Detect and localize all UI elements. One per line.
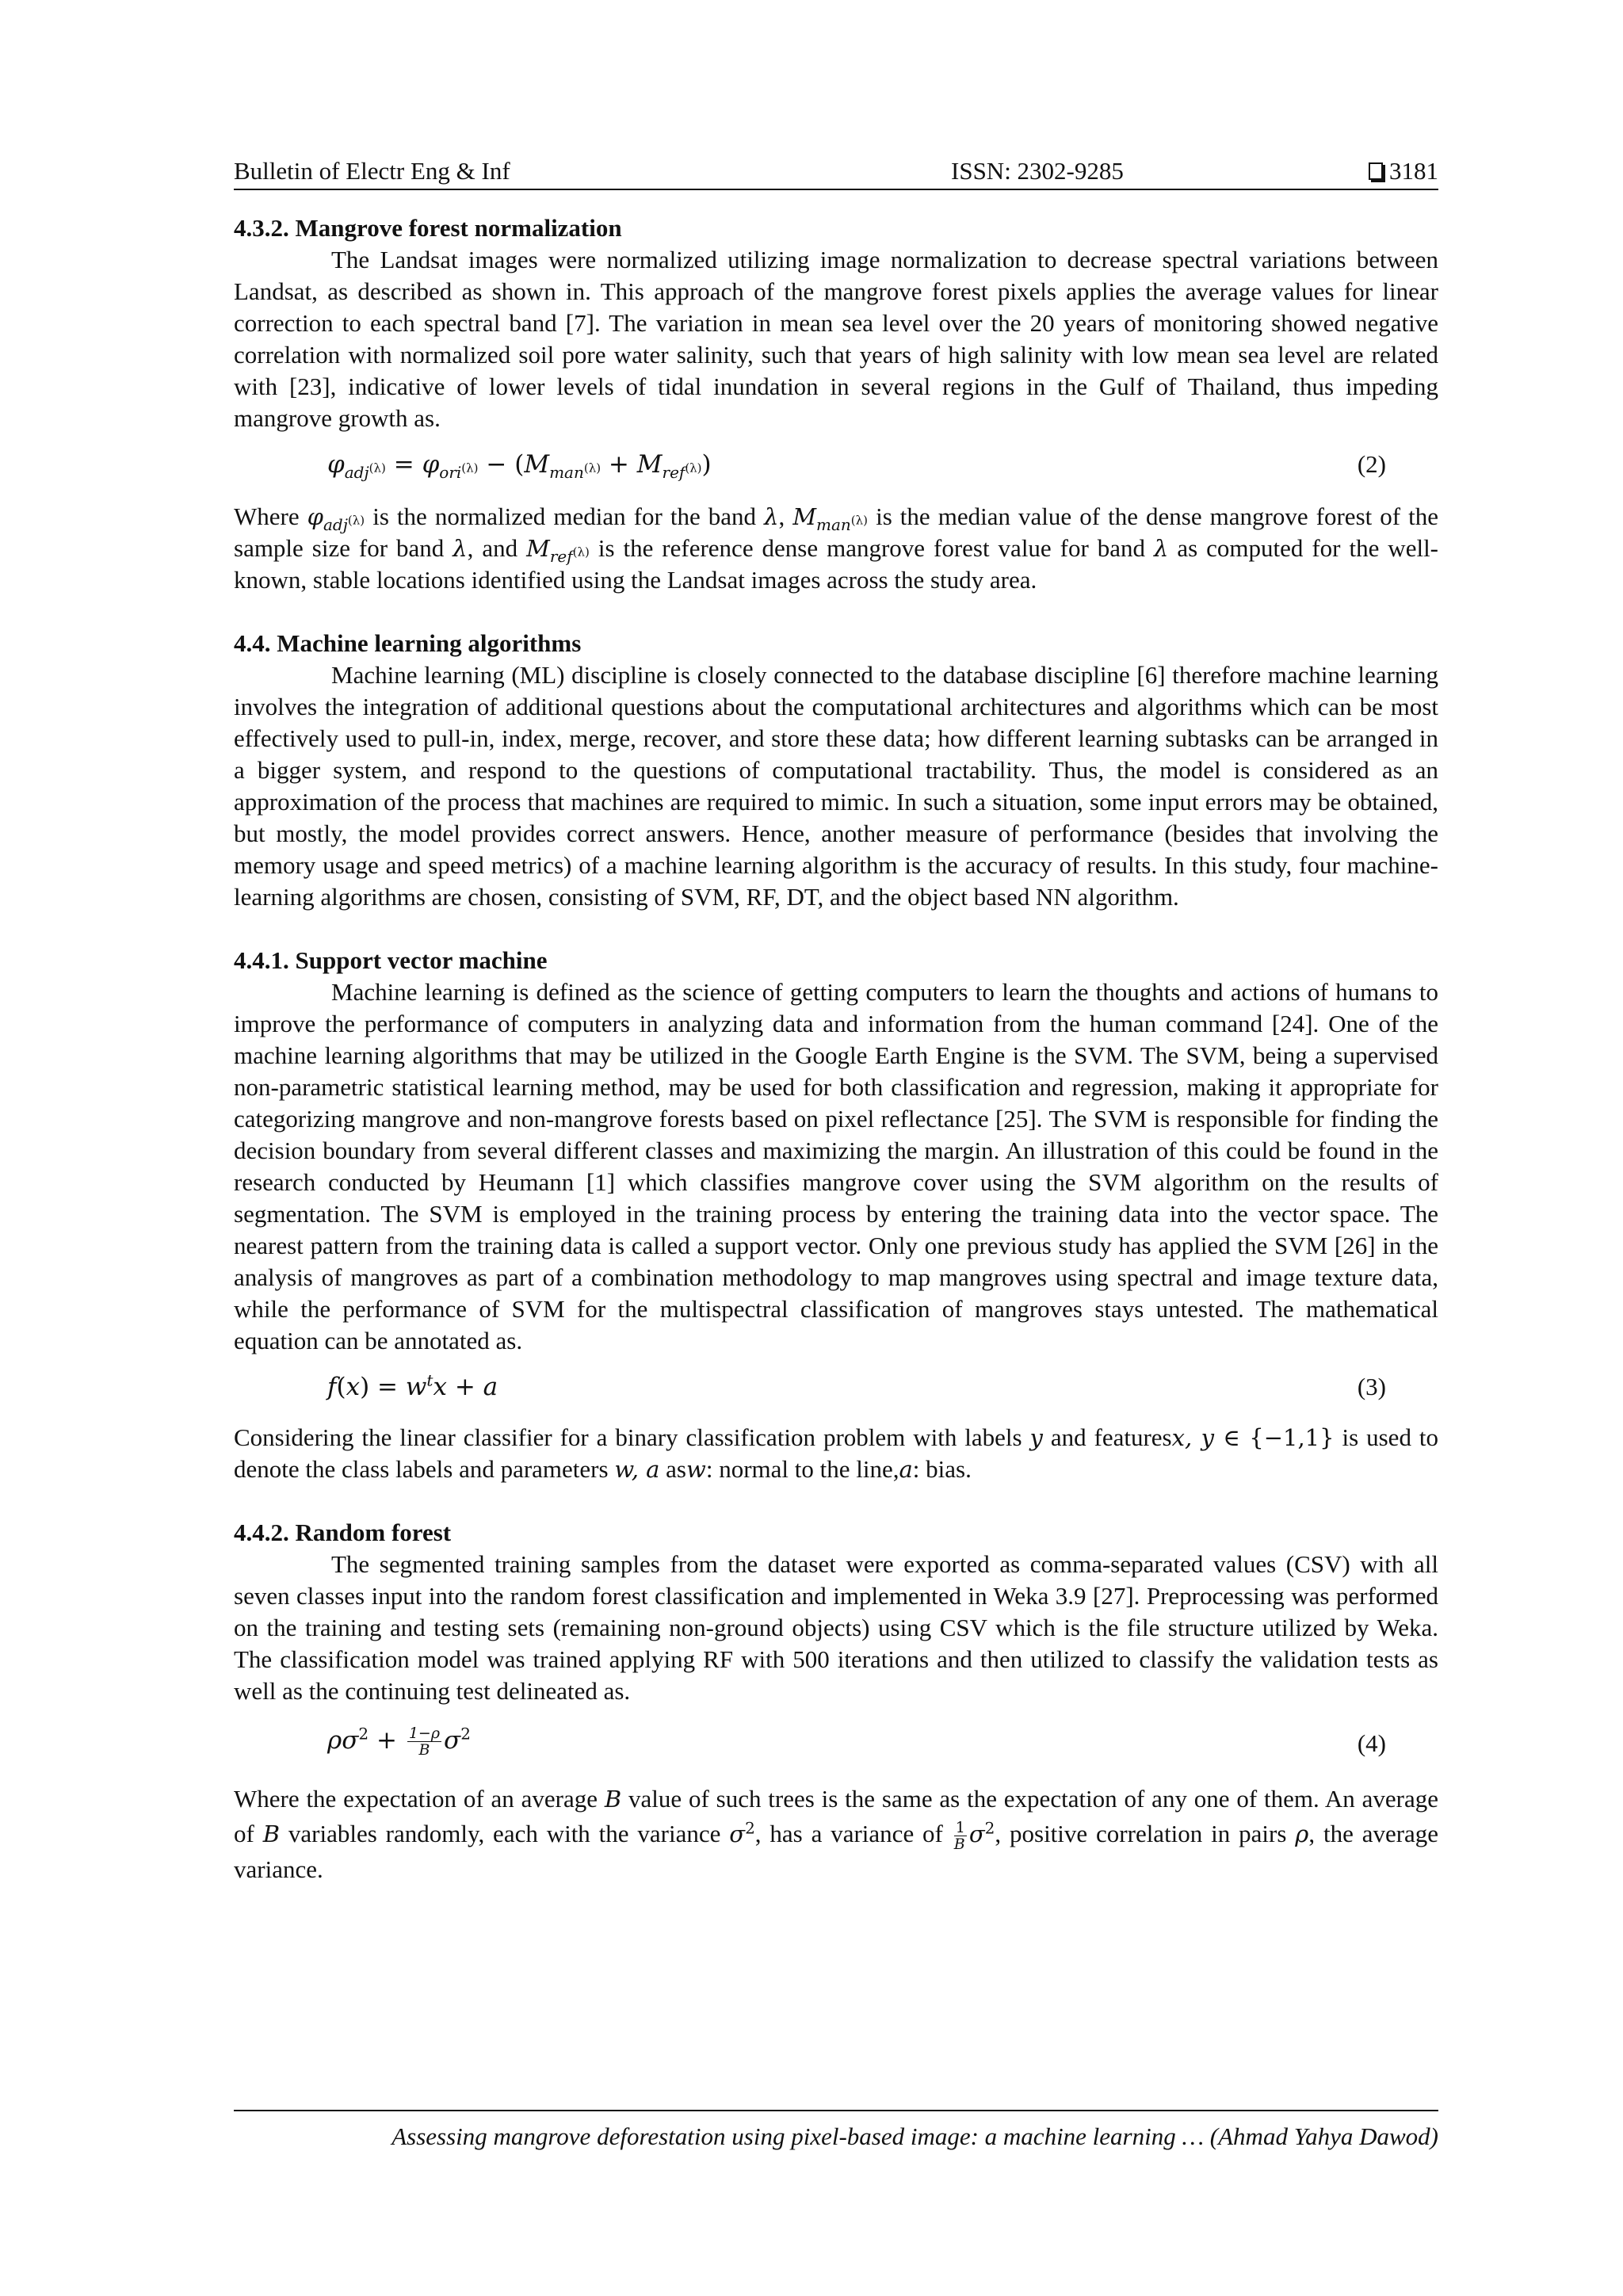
math-symbol: B bbox=[262, 1820, 281, 1847]
text-fragment: : bias. bbox=[912, 1455, 972, 1483]
text-fragment: Where bbox=[234, 502, 300, 530]
equation-4-formula: $\rho\sigma^2$ + $\frac{1-\rho}{B}$ $\sigma^2$ bbox=[327, 1724, 471, 1759]
section-heading-4-3-2: 4.3.2. Mangrove forest normalization bbox=[234, 214, 622, 242]
math-symbol: ρ bbox=[1295, 1820, 1309, 1847]
math-symbol: $\sigma^2$ bbox=[729, 1818, 755, 1847]
body-text bbox=[234, 212, 1438, 1887]
text-fragment: , positive correlation in pairs bbox=[995, 1820, 1287, 1847]
paragraph: Machine learning (ML) discipline is closely connected to the database discipline [6] therefore machine learning involves the integration of additional questions about the computational architectures and algorithms which can be most effectively used to pull-in, index, merge, recover, and store these data; how different learning subtasks can be arranged in a bigger system, and respond to the questions of computational tractability. Thus, the model is considered as an approximation of the process that machines are required to mimic. In such a situation, some input errors may be obtained, but mostly, the model provides correct answers. Hence, another measure of performance (besides that involving the memory usage and speed metrics) of a machine learning algorithm is the accuracy of results. In this study, four machine-learning algorithms are chosen, consisting of SVM, RF, DT, and the object based NN algorithm. bbox=[234, 661, 1438, 911]
paragraph: The segmented training samples from the dataset were exported as comma-separated values (CSV) with all seven classes input into the random forest classification and implemented in Weka 3.9 [27]. Preprocessing was performed on the training and testing sets (remaining non-ground objects) using CSV which is the file structure utilized by Weka. The classification model was trained applying RF with 500 iterations and then utilized to classify the validation tests as well as the continuing test delineated as. bbox=[234, 1550, 1438, 1705]
section-heading-4-4-1: 4.4.1. Support vector machine bbox=[234, 946, 548, 974]
math-symbol: λ bbox=[764, 503, 779, 530]
math-symbol: $M_{man^{(\lambda)}}$ bbox=[792, 503, 869, 534]
equation-2 bbox=[234, 434, 1438, 496]
text-fragment: is the median value of the dense mangrove forest of the sample size for band bbox=[234, 502, 1439, 562]
math-symbol: λ bbox=[453, 535, 468, 562]
header-rule bbox=[234, 189, 1438, 190]
equation-4 bbox=[234, 1707, 1438, 1777]
text-fragment: as computed for the well-known, stable locations identified using the Landsat images across the study area. bbox=[234, 534, 1439, 594]
text-fragment: as bbox=[666, 1455, 686, 1483]
math-symbol: y bbox=[1029, 1424, 1043, 1451]
math-symbol: w, a bbox=[614, 1456, 660, 1483]
text-fragment: is the reference dense mangrove forest value for band bbox=[598, 534, 1146, 562]
paragraph bbox=[234, 1422, 1438, 1485]
text-fragment: is the normalized median for the band bbox=[372, 502, 757, 530]
equation-number: (4) bbox=[1357, 1729, 1386, 1757]
section-heading-4-4: 4.4. Machine learning algorithms bbox=[234, 629, 582, 657]
text-fragment: , has a variance of bbox=[754, 1820, 943, 1847]
section-heading-4-4-2: 4.4.2. Random forest bbox=[234, 1519, 452, 1546]
box-icon bbox=[1369, 162, 1383, 180]
equation-3-formula: $f(x) = w^tx + a$ bbox=[327, 1370, 498, 1401]
paragraph: Machine learning is defined as the science of getting computers to learn the thoughts and actions of humans to improve the performance of computers in analyzing data and information from the human command [24]. One of the machine learning algorithms that may be utilized in the Google Earth Engine is the SVM. The SVM, being a supervised non-parametric statistical learning method, may be used for both classification and regression, making it appropriate for categorizing mangrove and non-mangrove forests based on pixel reflectance [25]. The SVM is responsible for finding the decision boundary from several different classes and maximizing the margin. An illustration of this could be found in the research conducted by Heumann [1] which classifies mangrove cover using the SVM algorithm on the results of segmentation. The SVM is employed in the training process by entering the training data into the vector space. The nearest pattern from the training data is called a support vector. Only one previous study has applied the SVM [26] in the analysis of mangroves as part of a combination methodology to map mangroves using spectral and image texture data, while the performance of SVM for the multispectral classification of mangroves stays untested. The mathematical equation can be annotated as. bbox=[234, 978, 1438, 1354]
text-fragment: Considering the linear classifier for a binary classification problem with labels bbox=[234, 1423, 1022, 1451]
paragraph bbox=[234, 1782, 1438, 1887]
paragraph: The Landsat images were normalized utilizing image normalization to decrease spectral variations between Landsat, as described as shown in. This approach of the mangrove forest pixels applies the average values for linear correction to each spectral band [7]. The variation in mean sea level over the 20 years of monitoring showed negative correlation with normalized soil pore water salinity, such that years of high salinity with low mean sea level are related with [23], indicative of lower levels of tidal inundation in several regions in the Gulf of Thailand, thus impeding mangrove growth as. bbox=[234, 246, 1438, 432]
journal-name: Bulletin of Electr Eng & Inf bbox=[234, 157, 510, 185]
equation-2-formula: $\varphi_{adj^{(\lambda)}} = \varphi_{ori^{(\lambda)}} - (M_{man^{(\lambda)}} + M_{ref^{(\lambda)}})$ bbox=[327, 450, 712, 483]
math-symbol: B bbox=[604, 1786, 622, 1813]
running-footer: Assessing mangrove deforestation using pixel-based image: a machine learning … (Ahmad Yahya Dawod) bbox=[391, 2122, 1438, 2150]
paragraph: Where $\varphi_{adj^{(\lambda)}}$ is the normalized median for the band λ, $M_{man^{(\lambda)}}$ is the median value of the dense mangrove forest of the sample size for band λ, and $M_{ref^{(\lambda)}}$ is the reference dense mangrove forest value for band λ as computed for the well-known, stable locations identified using the Landsat images across the study area. bbox=[234, 502, 1439, 594]
equation-3 bbox=[234, 1357, 1438, 1419]
math-symbol: $\frac{1}{B}$ $\sigma^2$ bbox=[953, 1818, 995, 1853]
text-fragment: : normal to the line, bbox=[705, 1455, 899, 1483]
issn: ISSN: 2302-9285 bbox=[951, 157, 1124, 185]
math-symbol: $\varphi_{adj^{(\lambda)}}$ bbox=[307, 503, 365, 534]
running-header bbox=[234, 155, 1438, 187]
math-symbol: x, y ∈ {−1,1} bbox=[1171, 1424, 1335, 1451]
text-fragment: , the average variance. bbox=[234, 1820, 1439, 1883]
page-number-group bbox=[1369, 155, 1438, 187]
text-fragment: is used to denote the class labels and parameters bbox=[234, 1423, 1438, 1483]
text-fragment: and features bbox=[1050, 1423, 1172, 1451]
text-fragment: variables randomly, each with the variance bbox=[288, 1820, 721, 1847]
math-symbol: a bbox=[899, 1456, 913, 1483]
footer-rule bbox=[234, 2110, 1438, 2111]
text-fragment: Where the expectation of an average bbox=[234, 1785, 598, 1813]
math-symbol: w bbox=[686, 1456, 706, 1483]
page-number: 3181 bbox=[1389, 157, 1438, 185]
math-symbol: λ bbox=[1154, 535, 1169, 562]
text-fragment: value of such trees is the same as the expectation of any one of them. An average of bbox=[234, 1785, 1438, 1847]
equation-number: (2) bbox=[1357, 450, 1386, 478]
text-fragment: , and bbox=[467, 534, 518, 562]
equation-number: (3) bbox=[1357, 1373, 1386, 1400]
math-symbol: $M_{ref^{(\lambda)}}$ bbox=[526, 535, 590, 566]
